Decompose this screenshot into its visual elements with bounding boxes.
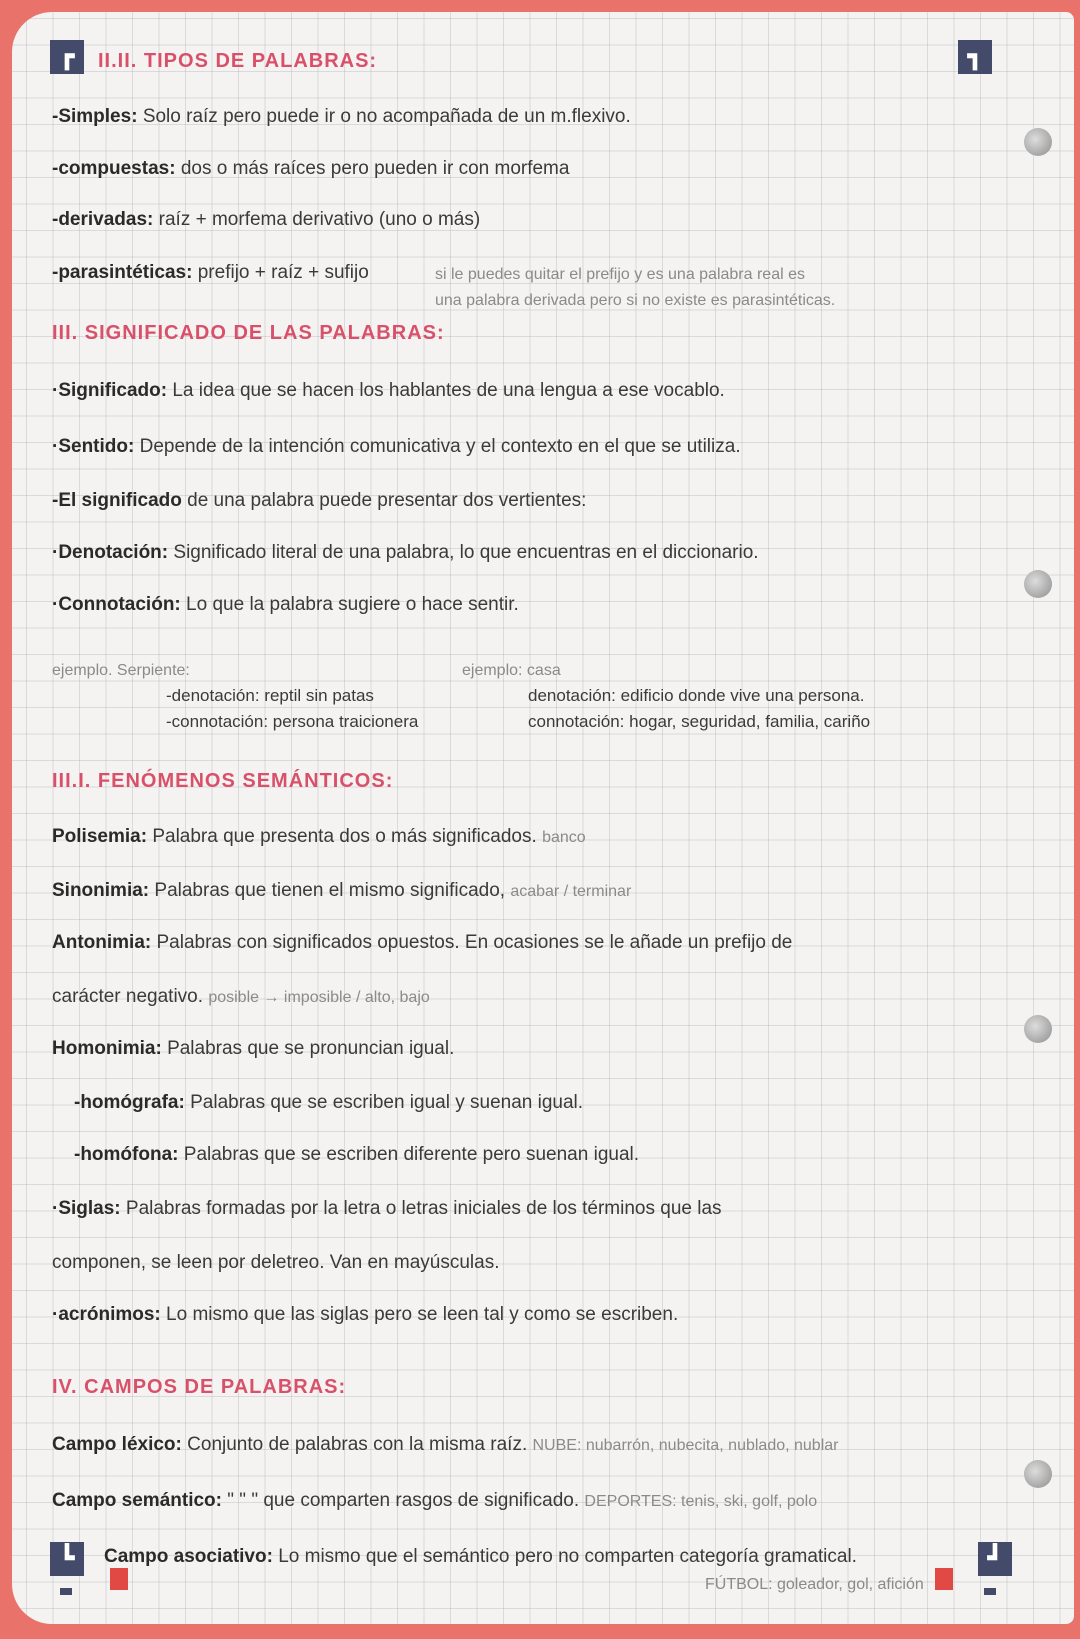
term: ·Siglas:: [52, 1198, 121, 1219]
example: posible → imposible / alto, bajo: [208, 989, 430, 1006]
list-item: [52, 1490, 817, 1512]
binder-hole: [1024, 1015, 1052, 1043]
example-title: ejemplo. Serpiente:: [52, 662, 190, 679]
term: Antonimia:: [52, 932, 152, 953]
blue-marker: [984, 1588, 996, 1595]
side-note: una palabra derivada pero si no existe es parasintéticas.: [435, 292, 836, 309]
definition: Conjunto de palabras con la misma raíz.: [187, 1434, 528, 1455]
term: ·Significado:: [52, 380, 168, 401]
list-item: [74, 1144, 639, 1166]
list-item: [52, 594, 519, 616]
definition: La idea que se hacen los hablantes de una lengua a ese vocablo.: [172, 380, 725, 401]
term: ·Connotación:: [52, 594, 181, 615]
term: Campo semántico:: [52, 1490, 222, 1511]
heading-fenomenos-semanticos: III.I. FENÓMENOS SEMÁNTICOS:: [52, 770, 394, 792]
definition: Palabras formadas por la letra o letras iniciales de los términos que las: [125, 1198, 722, 1219]
example: DEPORTES: tenis, ski, golf, polo: [584, 1493, 818, 1510]
heading-tipos-de-palabras: II.II. TIPOS DE PALABRAS:: [98, 50, 378, 72]
side-note: si le puedes quitar el prefijo y es una palabra real es: [435, 266, 805, 283]
example-line: denotación: edificio donde vive una persona.: [528, 686, 865, 705]
list-item: [52, 106, 631, 128]
list-item: [52, 1198, 722, 1220]
definition: Lo mismo que las siglas pero se leen tal y como se escriben.: [166, 1304, 679, 1325]
definition: carácter negativo.: [52, 986, 204, 1007]
definition: Lo que la palabra sugiere o hace sentir.: [186, 594, 519, 615]
corner-mark-bottom-left: ┗: [50, 1542, 84, 1576]
binder-hole: [1024, 570, 1052, 598]
list-item: [52, 932, 792, 954]
example-line: connotación: hogar, seguridad, familia, cariño: [528, 712, 871, 731]
list-item: [52, 209, 480, 231]
example: acabar / terminar: [510, 883, 632, 900]
definition: Palabras que tienen el mismo significado,: [154, 880, 506, 901]
term: Homonimia:: [52, 1038, 162, 1059]
term: ·Sentido:: [52, 436, 135, 457]
red-marker: [935, 1568, 953, 1590]
definition: prefijo + raíz + sufijo: [197, 262, 369, 283]
definition: " " " que comparten rasgos de significado.: [227, 1490, 580, 1511]
term: Polisemia:: [52, 826, 148, 847]
example-line: -denotación: reptil sin patas: [166, 686, 374, 705]
definition: raíz + morfema derivativo (uno o más): [158, 209, 481, 230]
list-item: [52, 542, 759, 564]
term: Campo léxico:: [52, 1434, 182, 1455]
term: -El significado: [52, 490, 182, 511]
definition: Palabras que se escriben igual y suenan igual.: [190, 1092, 584, 1113]
list-item: [52, 1434, 838, 1456]
term: -derivadas:: [52, 209, 154, 230]
term: ·acrónimos:: [52, 1304, 161, 1325]
list-item: [74, 1092, 583, 1114]
term: ·Denotación:: [52, 542, 169, 563]
list-item: [52, 436, 741, 458]
example: FÚTBOL: goleador, gol, afición: [705, 1576, 924, 1593]
list-item: [52, 490, 586, 512]
example-title: ejemplo: casa: [462, 662, 561, 679]
definition: componen, se leen por deletreo. Van en mayúsculas.: [52, 1252, 500, 1273]
heading-significado: III. SIGNIFICADO DE LAS PALABRAS:: [52, 322, 445, 344]
definition: Significado literal de una palabra, lo que encuentras en el diccionario.: [173, 542, 759, 563]
term: -parasintéticas:: [52, 262, 193, 283]
term: -homófona:: [74, 1144, 179, 1165]
heading-campos-de-palabras: IV. CAMPOS DE PALABRAS:: [52, 1376, 347, 1398]
list-item: [52, 158, 569, 180]
definition: de una palabra puede presentar dos vertientes:: [187, 490, 587, 511]
corner-mark-top-left: ┏: [50, 40, 84, 74]
corner-mark-top-right: ┓: [958, 40, 992, 74]
definition: Lo mismo que el semántico pero no comparten categoría gramatical.: [278, 1546, 857, 1567]
definition: dos o más raíces pero pueden ir con morfema: [180, 158, 570, 179]
term: -compuestas:: [52, 158, 176, 179]
definition: Palabras que se escriben diferente pero suenan igual.: [183, 1144, 640, 1165]
definition: Solo raíz pero puede ir o no acompañada de un m.flexivo.: [142, 106, 631, 127]
term: -homógrafa:: [74, 1092, 185, 1113]
term: Sinonimia:: [52, 880, 150, 901]
term: Campo asociativo:: [104, 1546, 273, 1567]
blue-marker: [60, 1588, 72, 1595]
definition: Palabra que presenta dos o más significados.: [152, 826, 537, 847]
list-item: [52, 986, 430, 1008]
red-marker: [110, 1568, 128, 1590]
list-item: [52, 1038, 454, 1060]
term: -Simples:: [52, 106, 138, 127]
binder-hole: [1024, 128, 1052, 156]
list-item: [52, 262, 369, 284]
list-item: [52, 380, 725, 402]
list-item: [104, 1546, 857, 1568]
example: banco: [542, 829, 586, 846]
example: NUBE: nubarrón, nubecita, nublado, nublar: [532, 1437, 839, 1454]
definition: Palabras con significados opuestos. En ocasiones se le añade un prefijo de: [156, 932, 793, 953]
example-line: -connotación: persona traicionera: [166, 712, 419, 731]
definition: Palabras que se pronuncian igual.: [167, 1038, 455, 1059]
list-item: [52, 880, 631, 902]
list-item: [52, 1304, 678, 1326]
definition: Depende de la intención comunicativa y el contexto en el que se utiliza.: [139, 436, 741, 457]
binder-hole: [1024, 1460, 1052, 1488]
list-item: [52, 826, 586, 848]
corner-mark-bottom-right: ┛: [978, 1542, 1012, 1576]
